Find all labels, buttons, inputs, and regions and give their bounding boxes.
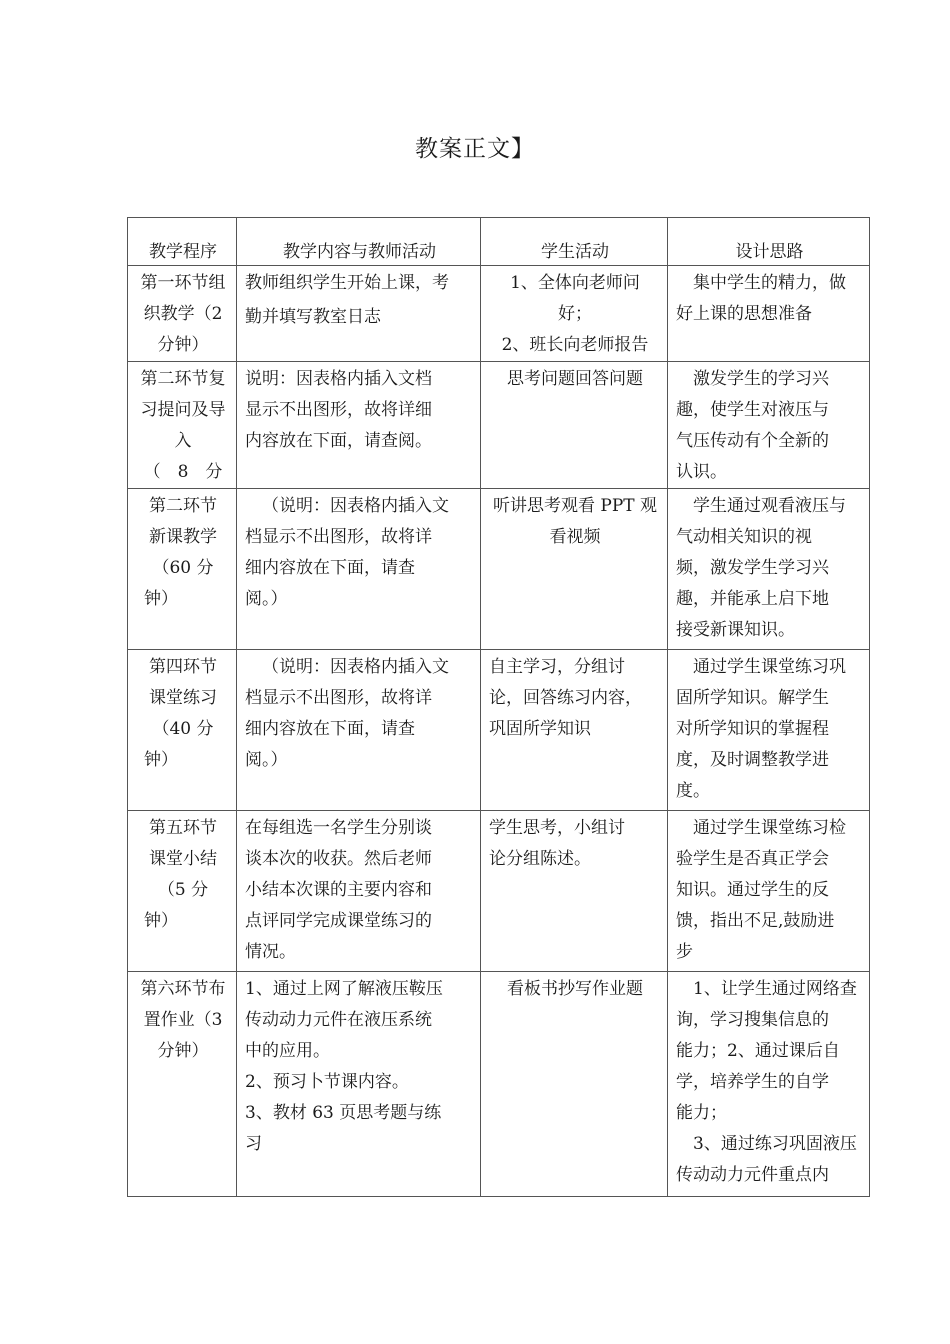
content-line: 2、预习卜节课内容。 [245, 1072, 409, 1092]
design-line: 1、让学生通过网络查 [693, 979, 857, 999]
stage-line: （5 分 [157, 880, 209, 900]
table-row [128, 811, 870, 972]
table-header-row [128, 218, 870, 266]
design-cell [668, 362, 870, 489]
content-line: 细内容放在下面，请查 [245, 558, 415, 578]
content-line: 勤并填写教室日志 [245, 307, 381, 327]
stage-line: 第二环节复 [140, 369, 226, 389]
design-line: 对所学知识的掌握程 [676, 719, 829, 739]
content-line: 习 [245, 1134, 262, 1154]
design-line: 通过学生课堂练习巩 [693, 657, 846, 677]
design-line: 通过学生课堂练习检 [693, 818, 846, 838]
stage-line: 课堂练习 [149, 688, 217, 708]
content-line: 情况。 [245, 942, 296, 962]
design-line: 传动动力元件重点内 [676, 1165, 829, 1185]
design-line: 学，培养学生的自学 [676, 1072, 829, 1092]
stage-cell [128, 489, 237, 650]
design-line: 能力； [676, 1103, 727, 1123]
stage-line: （60 分 [152, 558, 214, 578]
student-line: 2、班长向老师报告 [501, 335, 649, 355]
stage-line: 第六环节布 [140, 979, 226, 999]
header-cell-student: 学生活动 [481, 218, 668, 266]
stage-cell [128, 650, 237, 811]
design-line: 度。 [676, 781, 710, 801]
content-line: （说明：因表格内插入文 [262, 657, 449, 677]
design-line: 趣，使学生对液压与 [676, 400, 829, 420]
stage-line: （ 8 分 [143, 462, 223, 482]
student-line: 好； [558, 304, 592, 324]
student-line: 巩固所学知识 [489, 719, 591, 739]
content-line: 档显示不出图形，故将详 [245, 688, 432, 708]
content-line: 细内容放在下面，请查 [245, 719, 415, 739]
content-line: 传动动力元件在液压系统 [245, 1010, 432, 1030]
table-row [128, 362, 870, 489]
content-cell [237, 266, 481, 362]
student-line: 思考问题回答问题 [507, 369, 643, 389]
stage-line: 钟） [144, 750, 178, 770]
design-cell [668, 972, 870, 1197]
design-line: 馈，指出不足,鼓励进 [676, 911, 835, 931]
document-title: 教案正文】 [415, 136, 535, 162]
stage-line: 习提问及导 [140, 400, 226, 420]
design-cell [668, 650, 870, 811]
student-cell [481, 650, 668, 811]
student-line: 1、全体向老师问 [510, 273, 640, 293]
stage-cell [128, 362, 237, 489]
stage-line: 分钟） [157, 335, 209, 355]
stage-line: 入 [174, 431, 192, 451]
table-row [128, 266, 870, 362]
stage-line: 新课教学 [149, 527, 217, 547]
design-line: 能力；2、通过课后自 [676, 1041, 840, 1061]
content-line: 中的应用。 [245, 1041, 330, 1061]
stage-line: 课堂小结 [149, 849, 217, 869]
content-line: 教师组织学生开始上课，考 [245, 273, 449, 293]
design-line: 步 [676, 942, 693, 962]
stage-line: 织教学（2 [143, 304, 223, 324]
design-line: 知识。通过学生的反 [676, 880, 829, 900]
design-line: 好上课的思想准备 [676, 304, 812, 324]
table-row [128, 650, 870, 811]
student-cell [481, 489, 668, 650]
content-line: 1、通过上网了解液压鞍压 [245, 979, 443, 999]
stage-line: 分钟） [157, 1041, 209, 1061]
stage-cell [128, 972, 237, 1197]
stage-line: （40 分 [152, 719, 214, 739]
table-row [128, 972, 870, 1197]
design-line: 频，激发学生学习兴 [676, 558, 829, 578]
stage-line: 钟） [144, 589, 178, 609]
student-cell [481, 266, 668, 362]
content-cell [237, 972, 481, 1197]
design-line: 集中学生的精力，做 [693, 273, 846, 293]
content-line: 小结本次课的主要内容和 [245, 880, 432, 900]
content-line: 内容放在下面，请查阅。 [245, 431, 432, 451]
student-line: 论，回答练习内容， [489, 688, 642, 708]
content-cell [237, 489, 481, 650]
content-line: 阅。） [245, 750, 288, 770]
design-cell [668, 489, 870, 650]
header-cell-procedure: 教学程序 [128, 218, 237, 266]
student-line: 学生思考，小组讨 [489, 818, 625, 838]
stage-cell [128, 266, 237, 362]
content-cell [237, 362, 481, 489]
student-cell [481, 362, 668, 489]
stage-cell [128, 811, 237, 972]
design-line: 气动相关知识的视 [676, 527, 812, 547]
design-line: 询，学习搜集信息的 [676, 1010, 829, 1030]
content-line: 显示不出图形，故将详细 [245, 400, 432, 420]
student-line: 论分组陈述。 [489, 849, 591, 869]
content-line: 阅。） [245, 589, 288, 609]
table-row [128, 489, 870, 650]
design-line: 度，及时调整教学进 [676, 750, 829, 770]
content-line: （说明：因表格内插入文 [262, 496, 449, 516]
design-line: 固所学知识。解学生 [676, 688, 829, 708]
design-cell [668, 811, 870, 972]
student-line: 看视频 [549, 527, 601, 547]
header-cell-design: 设计思路 [668, 218, 870, 266]
content-line: 谈本次的收获。然后老师 [245, 849, 432, 869]
content-cell [237, 811, 481, 972]
design-line: 接受新课知识。 [676, 620, 795, 640]
content-line: 在每组选一名学生分别谈 [245, 818, 432, 838]
stage-line: 第二环节 [149, 496, 217, 516]
student-cell [481, 972, 668, 1197]
content-line: 说明：因表格内插入文档 [245, 369, 432, 389]
student-line: 看板书抄写作业题 [507, 979, 643, 999]
stage-line: 第一环节组 [140, 273, 226, 293]
stage-line: 第四环节 [149, 657, 217, 677]
student-line: 自主学习，分组讨 [489, 657, 625, 677]
design-line: 认识。 [676, 462, 727, 482]
student-line: 听讲思考观看 PPT 观 [492, 496, 658, 516]
design-line: 气压传动有个全新的 [676, 431, 829, 451]
stage-line: 置作业（3 [143, 1010, 223, 1030]
student-cell [481, 811, 668, 972]
content-line: 3、教材 63 页思考题与练 [245, 1103, 442, 1123]
design-line: 学生通过观看液压与 [693, 496, 846, 516]
content-cell [237, 650, 481, 811]
design-cell [668, 266, 870, 362]
header-cell-content: 教学内容与教师活动 [237, 218, 481, 266]
design-line: 3、通过练习巩固液压 [693, 1134, 857, 1154]
design-line: 激发学生的学习兴 [693, 369, 829, 389]
design-line: 趣，并能承上启下地 [676, 589, 829, 609]
stage-line: 第五环节 [149, 818, 217, 838]
lesson-plan-table [127, 217, 870, 1197]
stage-line: 钟） [144, 911, 178, 931]
content-line: 档显示不出图形，故将详 [245, 527, 432, 547]
design-line: 验学生是否真正学会 [676, 849, 829, 869]
content-line: 点评同学完成课堂练习的 [245, 911, 432, 931]
